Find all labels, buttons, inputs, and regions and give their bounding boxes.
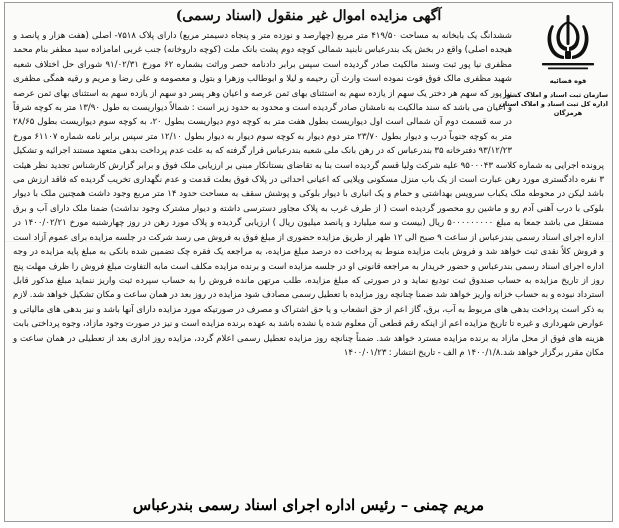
org-line-registration-org: سازمان ثبت اسناد و املاک کشور <box>502 91 608 99</box>
org-line-provincial-office: اداره کل ثبت اسناد و املاک استان <box>499 100 608 108</box>
org-line-judiciary: قوه قضائیه <box>549 77 587 85</box>
notice-headline: آگهی مزایده اموال غیر منقول (اسناد رسمی) <box>175 8 442 24</box>
org-line-province: هرمزگان <box>553 109 583 117</box>
notice-signature: مریم چمنی – رئیس اداره اجرای اسناد رسمی بندرعباس <box>132 496 485 514</box>
notice-clipping <box>4 2 613 522</box>
notice-body <box>13 29 604 360</box>
notice-body-text: ششدانگ یک بابخانه به مساحت ۴۱۹/۵۰ متر مربع (چهارصد و نوزده متر و پنجاه دسیمتر مربع) دارای پلاک ۷۵۱۸- اصلی (هفت هزار و پانصد و هیجده اصلی) واقع در بخش یک بندرعباس نابنید شمالی کوچه دوم پشت بانک ملت (کوچه داروخانه) جنب غربی امامزاده سید مظفر بنام محمد مظفری نیا پور ثبت وسند مالکیت صادر گردیده است سپس برابر دادنامه حصر وراثت بشماره ۶۲ مورخ ۹۱/۰۲/۳۱ شورای حل اختلاف شعبه شهید مظفری مالک فوق فوت نموده است وارث آن رحیمه و لیلا و ابوطالب وزهرا و بتول و معصومه و علی رضا و مریم و رقیه همگی مظفری نیا پور که سهم هر دختر یک سهم از یازده سهم به استثنای بهای ثمن عرصه و اعیان وهر پسر دو سهم از یازده سهم به استثنای بهای ثمن عرصه و اعیان می باشد که سند مالکیت به نامشان صادر گردیده است و محدود به حدود زیر است : شمالاً دیواریست به طول ۱۳/۹۰ متر به کوچه شرقاً در سه قسمت دوم آن شمالی است اول دیواریست بطول هفت متر به کوچه دوم دیواریست بطول ۲۰، به کوچه سوم دیواریست بطول ۲۸/۶۵ متر به کوچه جنوباً درب و دیوار بطول ۲۳/۷۰ متر دوم دیوار به کوچه سوم دیوار به دیوار بطول ۱۲/۱۰ متر سپس برابر نامه شماره ۶۱۱۰۷ مورخ ۹۳/۱۲/۲۳ دفترخانه ۳۵ بندرعباس که در رهن بانک ملی شعبه بندرعباس قرار گرفته که به علت عدم پرداخت بدهی متعهد مستند اجرائیه و تشکیل پرونده اجرایی به شماره کلاسه ۹۵۰۰۰۴۳ علیه شرکت ولیا قسم گردیده است بنا به تقاضای بستانکار مبنی بر ارزیابی ملک فوق و برابر گزارش کارشناس تجدید نظر هیئت ۳ نفره دادگستری مورد رهن عبارت است از یک باب منزل مسکونی ویلایی که اعیانی احداثی در پلاک فوق بعلت قدمت و عدم نگهداری تخریب گردیده که فاقد ارزش می باشد لیکن در محوطه ملک یکباب سرویس بهداشتی و حمام و یک انباری با دیوار بلوکی و پوشش سقف به مساحت حدود ۱۴ متر مربع وجود داشت همچنین ملک با دیوار بلوکی با درب آهنی آدم رو و ماشین رو محصور گردیده است ( از طرف غرب به پلاک مجاور دسترسی داشته و دیوار مشترک وجود نداشت) ضمنا ملک دارای آب و برق مستقل می باشد جمعا به مبلغ ۵۰۰۰۰۰۰۰۰۰ ریال (بیست و سه میلیارد و پانصد میلیون ریال ) ارزیابی گردیده و پلاک مورد رهن در روز چهارشنبه مورخ ۱۴۰۰/۰۲/۲۱ در اداره اجرای اسناد رسمی بندرعباس از ساعت ۹ صبح الی ۱۲ ظهر از طریق مزایده حضوری از مبلغ فوق به فروش می رسد شرکت در جلسه مزایده برای عموم آزاد است و فروش کلاً نقدی ثبت خواهد شد و فروش بابت مزایده منوط به پرداخت ده درصد مبلغ مزایده، به مراجعه یک فقره چک تضمین شده بانکی به مبلغ پایه مزایده در وجه اداره اجرای اسناد رسمی بندرعباس و حضور خریدار به مراجعه قانونی او در جلسه مزایده است و برنده مزایده مکلف است مابه التفاوت مبلغ فروش را ظرف مهلت پنج روز از تاریخ مزایده به حساب صندوق ثبت تودیع نماید و در صورتی که مبلغ مزایده، طلب مرتهن مانده فروش را به حساب سپرده ثبت واریز ننماید مبلغ مذکور قابل استرداد نبوده و به حساب خزانه واریز خواهد شد ضمنا چنانچه روز مزایده با تعطیل رسمی مصادف شود مزایده در روز بعد در همان ساعت و مکان تشکیل خواهد شد. لازم به ذکر است پرداخت بدهی های مربوط به آب، برق، گاز اعم از حق انشعاب و یا حق اشتراک و مصرف در صورتیکه مورد مزایده دارای آنها باشد و نیز بدهی های مالیاتی و عوارض شهرداری و غیره تا تاریخ مزایده اعم از اینکه رقم قطعی آن معلوم شده یا نشده باشد به عهده برنده مزایده است و نیز در صورت وجود مازاد، وجوه پرداختی بابت هزینه های فوق از محل مازاد به برنده مزایده مسترد خواهد شد. ضمناً چنانچه روز مزایده تعطیل رسمی اعلام گردد، مزایده روز اداری بعد از تعطیلی در همان ساعت و مکان مقرر برگزار خواهد شد.۱۴۰۰/۱/۸ م الف - تاریخ انتشار : ۱۴۰۰/۰۱/۲۳ <box>13 31 605 358</box>
